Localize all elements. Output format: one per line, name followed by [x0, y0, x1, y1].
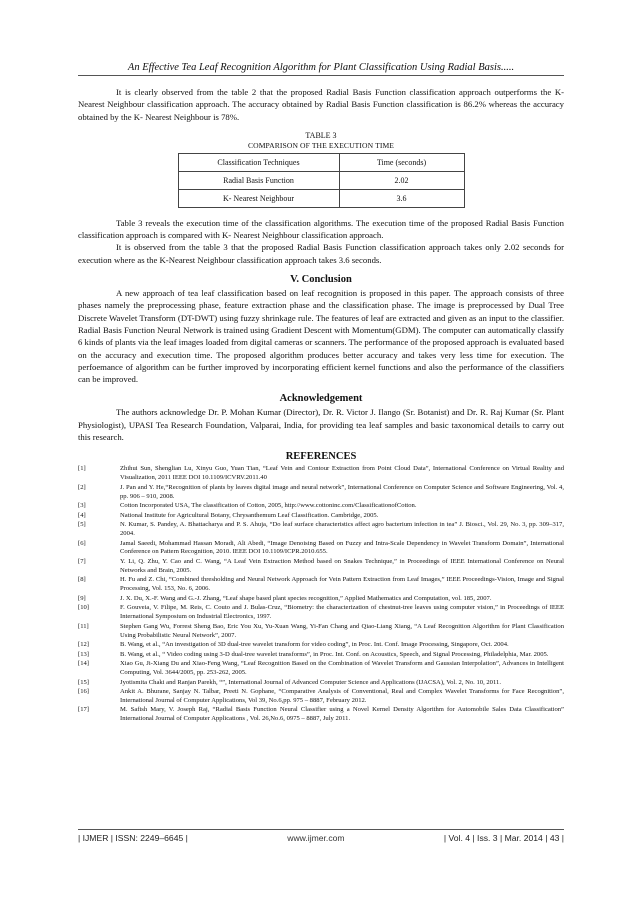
table-cell: 3.6: [339, 189, 464, 207]
reference-number: [8]: [78, 576, 86, 584]
reference-item: [78, 558, 564, 576]
reference-text: Cotton Incorporated USA, The classification of Cotton, 2005, http://www.cottoninc.com/ClassificationofCotton.: [120, 502, 417, 510]
reference-number: [7]: [78, 557, 86, 565]
acknowledgement-heading: Acknowledgement: [279, 393, 363, 405]
reference-number: [4]: [78, 511, 86, 519]
table-row: [178, 171, 464, 189]
table-title: COMPARISON OF THE EXECUTION TIME: [247, 140, 395, 150]
execution-time-table: [178, 153, 465, 208]
reference-text: Jyotismita Chaki and Ranjan Parekh, “”, International Journal of Advanced Computer Science and Applications (IJACSA), Vol. 2, No. 10, 2011.: [120, 678, 501, 686]
reference-number: [14]: [78, 660, 89, 668]
reference-item: [78, 540, 564, 558]
reference-item: [78, 660, 564, 678]
reference-number: [2]: [78, 483, 86, 491]
table-cell: 2.02: [339, 171, 464, 189]
reference-item: [78, 465, 564, 483]
reference-item: [78, 651, 564, 660]
reference-text: B. Wang, et al., “ Video coding using 3-D dual-tree wavelet transforms”, in Proc. Int. Conf. on Acoustics, Speech, and Signal Processing, Philadelphia, Mar. 2005.: [120, 650, 549, 658]
table-caption: [78, 131, 564, 151]
references-list: [78, 465, 564, 724]
reference-number: [11]: [78, 622, 89, 630]
reference-item: [78, 641, 564, 650]
reference-text: J. X. Du, X.-F. Wang and G.-J. Zhang, “Leaf shape based plant species recognition,” Applied Mathematics and Computation, vol. 185, 2007.: [120, 594, 492, 602]
reference-text: Zhihui Sun, Shenglian Lu, Xinyu Guo, Yuan Tian, “Leaf Vein and Contour Extraction from Point Cloud Data”, International Conference on Virtual Reality and Visualization, 2011 IEEE DOI 10.1109/ICVRV.2011.40: [120, 465, 564, 482]
reference-text: F. Gouveia, V. Filipe, M. Reis, C. Couto and J. Bulas-Cruz, “Biometry: the characterization of chestnut-tree leaves using computer vision,” in Proceedings of IEEE International Symposium on Industrial Electronics, 1997.: [120, 604, 564, 621]
reference-number: [16]: [78, 688, 89, 695]
table-discussion-paragraph: It is observed from the table 3 that the proposed Radial Basis Function classification approach takes only 2.02 seconds for execution where as the K-Nearest Neighbour classification approach takes 3.6 seconds.: [78, 242, 564, 265]
reference-number: [1]: [78, 465, 86, 473]
table-cell: K- Nearest Neighbour: [178, 189, 339, 207]
reference-item: [78, 706, 564, 724]
footer-issue-info: | Vol. 4 | Iss. 3 | Mar. 2014 | 43 |: [443, 833, 564, 843]
reference-text: Ankit A. Bhurane, Sanjay N. Talbar, Preeti N. Gophane, “Comparative Analysis of Conventional, Real and Complex Wavelet Transforms for Face Recognition”, International Journal of Computer Applications, Vol 39, No.6,pp. 975 – 8887, February 2012.: [120, 688, 564, 704]
table-discussion-paragraph: Table 3 reveals the execution time of the classification algorithms. The execution time of the proposed Radial Basis Function classification approach is compared with K- Nearest Neighbour classification approach.: [78, 217, 564, 241]
reference-number: [3]: [78, 502, 86, 510]
footer-journal: | IJMER | ISSN: 2249–6645 |: [78, 833, 188, 843]
conclusion-heading: V. Conclusion: [290, 274, 352, 286]
reference-item: [78, 604, 564, 622]
reference-item: [78, 679, 564, 688]
table-header-cell: Classification Techniques: [178, 153, 339, 171]
table-cell: Radial Basis Function: [178, 171, 339, 189]
intro-paragraph: It is clearly observed from the table 2 that the proposed Radial Basis Function classification approach outperforms the K- Nearest Neighbour classification approach. The accuracy obtained by Radial Basis Function classification is 86.2% whereas the accuracy obtained by the K- Nearest Neighbour is 78%.: [78, 87, 564, 122]
reference-item: [78, 623, 564, 641]
table-label: TABLE 3: [305, 130, 337, 140]
reference-number: [15]: [78, 678, 89, 686]
reference-number: [9]: [78, 594, 86, 602]
reference-item: [78, 521, 564, 539]
reference-text: B. Wang, et al., “An investigation of 3D dual-tree wavelet transform for video coding”, in Proc. Int. Conf. Image Processing, Singapore, Oct. 2004.: [120, 641, 509, 649]
reference-text: National Institute for Agricultural Botany, Chrysanthemum Leaf Classification. Cambridge, 2005.: [120, 511, 379, 519]
reference-item: [78, 688, 564, 706]
reference-text: Y. Li, Q. Zhu, Y. Cao and C. Wang, “A Leaf Vein Extraction Method based on Snakes Technique,” in Proceedings of IEEE International Conference on Neural Networks and Brain, 2005.: [120, 557, 564, 574]
running-header: An Effective Tea Leaf Recognition Algorithm for Plant Classification Using Radial Basis.....: [78, 62, 564, 76]
reference-number: [10]: [78, 604, 89, 612]
page-footer: [78, 829, 564, 843]
reference-item: [78, 576, 564, 594]
reference-text: Jamal Saeedi, Mohammad Hassan Moradi, Ali Abedi, “Image Denoising Based on Fuzzy and Intra-Scale Dependency in Wavelet Transform Domain”, International Conference on Pattern Recognition, 2010. IEEE DOI 10.1109/ICPR.2010.655.: [120, 539, 564, 556]
references-heading: REFERENCES: [285, 451, 357, 463]
table-header-row: [178, 153, 464, 171]
footer-website-link[interactable]: www.ijmer.com: [287, 833, 345, 843]
reference-number: [12]: [78, 641, 89, 649]
reference-text: Xiao Gu, Ji-Xiang Du and Xiao-Feng Wang, “Leaf Recognition Based on the Combination of Wavelet Transform and Gaussian Interpolation”, Advances in Intelligent Computing, Vol. 3644/2005, pp. 253-262, 2005.: [120, 660, 564, 676]
reference-item: [78, 502, 564, 511]
conclusion-paragraph: A new approach of tea leaf classification based on leaf recognition is proposed in this paper. The approach consists of three phases namely the preprocessing phase, feature extraction phase and the classification phase. The image is preprocessed by Dual Tree Discrete Wavelet Transform (DT-DWT) using fuzzy shrinkage rule. The features of leaf are extracted and given as an input to the classifier. Radial Basis Function Neural Network is trained using Gradient Descent with Momentum(GDM). The computer can automatically classify 6 kinds of plants via the leaf images loaded from digital cameras or scanners. The performance of the proposed approach is evaluated based on the accuracy and execution time. The proposed algorithm produces better accuracy and takes very less time for execution. The perfoemance of algorithm can be further improved by incorporating efficient kernel functions and also the performance of the classifiers can be improved.: [78, 288, 564, 385]
reference-number: [5]: [78, 521, 86, 529]
reference-number: [6]: [78, 539, 86, 547]
reference-item: [78, 512, 564, 521]
reference-text: H. Fu and Z. Chi, “Combined thresholding and Neural Network Approach for Vein Pattern Extraction from Leaf Images,” IEEE Proceedings-Vision, Image and Signal Processing, Vol. 153, No. 6, 2006.: [120, 576, 564, 593]
table-header-cell: Time (seconds): [339, 153, 464, 171]
reference-text: N. Kumar, S. Pandey, A. Bhattacharya and P. S. Ahuja, “Do leaf surface characteristics affect agro bacterium infection in tea” J. Biosci., Vol. 29, No. 3, pp. 309–317, 2004.: [120, 521, 564, 538]
reference-text: J. Pan and Y. He,“Recognition of plants by leaves digital image and neural network”, International Conference on Computer Science and Software Engineering, Vol. 4, pp. 906 – 910, 2008.: [120, 483, 564, 500]
reference-number: [17]: [78, 706, 89, 714]
page-body: [78, 86, 564, 725]
reference-text: M. Safish Mary, V. Joseph Raj, “Radial Basis Function Neural Classifier using a Novel Kernel Density Algorithm for Automobile Sales Data Classification” International Journal of Computer Applications , Vol. 26,No.6, 0975 – 8887, July 2011.: [120, 706, 564, 723]
reference-text: Stephen Gang Wu, Forrest Sheng Bao, Eric You Xu, Yu-Xuan Wang, Yi-Fan Chang and Qiao-Liang Xiang, “A Leaf Recognition Algorithm for Plant Classification Using Probabilistic Neural Network”, 2007.: [120, 622, 564, 639]
table-row: [178, 189, 464, 207]
reference-item: [78, 484, 564, 502]
acknowledgement-paragraph: The authors acknowledge Dr. P. Mohan Kumar (Director), Dr. R. Victor J. Ilango (Sr. Botanist) and Dr. R. Raj Kumar (Sr. Plant Physiologist), UPASI Tea Research Foundation, Valparai, India, for providing tea leaf samples and basic taxonomical details to carry out this research.: [78, 407, 564, 443]
reference-number: [13]: [78, 650, 89, 658]
reference-item: [78, 595, 564, 604]
